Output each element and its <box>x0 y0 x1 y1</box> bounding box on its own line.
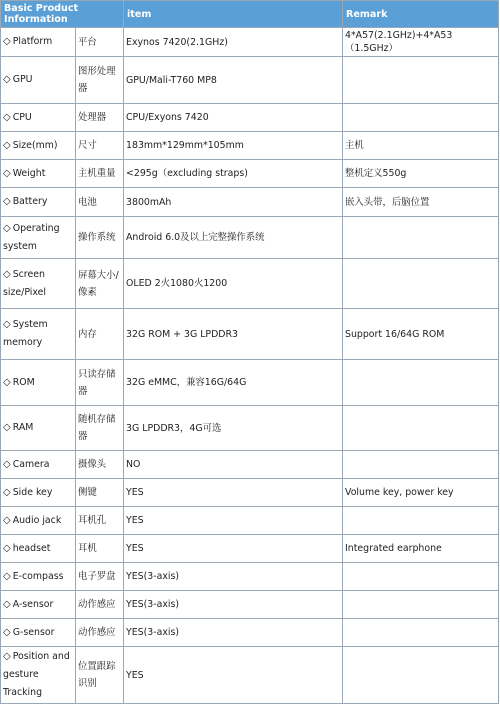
row-name: ◇ System memory <box>1 309 76 360</box>
row-value: 3800mAh <box>124 188 343 217</box>
row-value: GPU/Mali-T760 MP8 <box>124 57 343 104</box>
row-chinese-label: 屏幕大小/像素 <box>76 259 124 309</box>
row-remark <box>343 507 499 535</box>
row-value: Exynos 7420(2.1GHz) <box>124 28 343 57</box>
row-remark <box>343 104 499 132</box>
row-name: ◇ Battery <box>1 188 76 217</box>
row-chinese-label: 动作感应 <box>76 591 124 619</box>
table-row <box>1 160 499 188</box>
table-row <box>1 451 499 479</box>
row-remark <box>343 647 499 704</box>
row-value: YES(3-axis) <box>124 591 343 619</box>
row-remark <box>343 217 499 259</box>
row-chinese-label: 耳机 <box>76 535 124 563</box>
diamond-bullet-icon: ◇ <box>3 74 11 85</box>
diamond-bullet-icon: ◇ <box>3 626 11 638</box>
diamond-bullet-icon: ◇ <box>3 422 11 433</box>
table-row <box>1 28 499 57</box>
row-name: ◇ Position and gesture Tracking <box>1 647 76 704</box>
table-row <box>1 507 499 535</box>
row-name: ◇ G-sensor <box>1 619 76 647</box>
row-chinese-label: 内存 <box>76 309 124 360</box>
row-chinese-label: 电子罗盘 <box>76 563 124 591</box>
row-chinese-label: 耳机孔 <box>76 507 124 535</box>
table-row <box>1 57 499 104</box>
row-remark <box>343 57 499 104</box>
row-remark <box>343 563 499 591</box>
diamond-bullet-icon: ◇ <box>3 514 11 526</box>
row-remark <box>343 619 499 647</box>
table-row <box>1 259 499 309</box>
row-remark: 整机定义550g <box>343 160 499 188</box>
row-value: CPU/Exyons 7420 <box>124 104 343 132</box>
diamond-bullet-icon: ◇ <box>3 319 11 330</box>
table-row <box>1 591 499 619</box>
row-value: Android 6.0及以上完整操作系统 <box>124 217 343 259</box>
row-name: ◇ Size(mm) <box>1 132 76 160</box>
row-value: 183mm*129mm*105mm <box>124 132 343 160</box>
row-name: ◇ Operating system <box>1 217 76 259</box>
diamond-bullet-icon: ◇ <box>3 111 11 123</box>
diamond-bullet-icon: ◇ <box>3 651 11 662</box>
row-value: NO <box>124 451 343 479</box>
diamond-bullet-icon: ◇ <box>3 376 11 388</box>
diamond-bullet-icon: ◇ <box>3 167 11 179</box>
table-row <box>1 619 499 647</box>
header-row <box>1 1 499 28</box>
row-chinese-label: 主机重量 <box>76 160 124 188</box>
diamond-bullet-icon: ◇ <box>3 139 11 151</box>
diamond-bullet-icon: ◇ <box>3 486 11 498</box>
row-value: YES <box>124 647 343 704</box>
row-chinese-label: 电池 <box>76 188 124 217</box>
row-value: OLED 2火1080火1200 <box>124 259 343 309</box>
table-row <box>1 132 499 160</box>
row-name: ◇ Screen size/Pixel <box>1 259 76 309</box>
row-remark: Support 16/64G ROM <box>343 309 499 360</box>
row-chinese-label: 平台 <box>76 28 124 57</box>
table-row <box>1 104 499 132</box>
row-name: ◇ Side key <box>1 479 76 507</box>
row-chinese-label: 图形处理器 <box>76 57 124 104</box>
table-row <box>1 188 499 217</box>
row-value: YES(3-axis) <box>124 619 343 647</box>
row-remark: 主机 <box>343 132 499 160</box>
row-remark <box>343 591 499 619</box>
row-chinese-label: 操作系统 <box>76 217 124 259</box>
row-name: ◇ headset <box>1 535 76 563</box>
row-chinese-label: 动作感应 <box>76 619 124 647</box>
row-name: ◇ Camera <box>1 451 76 479</box>
row-remark <box>343 360 499 406</box>
row-name: ◇ Weight <box>1 160 76 188</box>
row-chinese-label: 尺寸 <box>76 132 124 160</box>
table-row <box>1 360 499 406</box>
diamond-bullet-icon: ◇ <box>3 196 11 207</box>
diamond-bullet-icon: ◇ <box>3 36 11 47</box>
table-row <box>1 217 499 259</box>
row-name: ◇ CPU <box>1 104 76 132</box>
table-row <box>1 563 499 591</box>
diamond-bullet-icon: ◇ <box>3 570 11 582</box>
row-chinese-label: 摄像头 <box>76 451 124 479</box>
row-chinese-label: 处理器 <box>76 104 124 132</box>
row-remark: 嵌入头带，后脑位置 <box>343 188 499 217</box>
row-remark: Integrated earphone <box>343 535 499 563</box>
row-value: 3G LPDDR3，4G可选 <box>124 406 343 451</box>
row-remark: Volume key, power key <box>343 479 499 507</box>
row-remark <box>343 406 499 451</box>
row-name: ◇ GPU <box>1 57 76 104</box>
row-chinese-label: 侧键 <box>76 479 124 507</box>
row-name: ◇ A-sensor <box>1 591 76 619</box>
row-name: ◇ Platform <box>1 28 76 57</box>
table-row <box>1 647 499 704</box>
row-value: YES <box>124 535 343 563</box>
diamond-bullet-icon: ◇ <box>3 542 11 554</box>
row-value: 32G ROM + 3G LPDDR3 <box>124 309 343 360</box>
row-name: ◇ Audio jack <box>1 507 76 535</box>
diamond-bullet-icon: ◇ <box>3 268 11 280</box>
table-row <box>1 535 499 563</box>
header-item: item <box>124 1 343 28</box>
row-name: ◇ RAM <box>1 406 76 451</box>
diamond-bullet-icon: ◇ <box>3 598 11 610</box>
table-row <box>1 406 499 451</box>
table-row <box>1 309 499 360</box>
row-chinese-label: 随机存储器 <box>76 406 124 451</box>
row-value: <295g（excluding straps) <box>124 160 343 188</box>
diamond-bullet-icon: ◇ <box>3 458 11 470</box>
row-name: ◇ ROM <box>1 360 76 406</box>
row-chinese-label: 位置跟踪识别 <box>76 647 124 704</box>
row-value: YES <box>124 507 343 535</box>
table-row <box>1 479 499 507</box>
row-remark: 4*A57(2.1GHz)+4*A53（1.5GHz） <box>343 28 499 57</box>
row-value: 32G eMMC，兼容16G/64G <box>124 360 343 406</box>
row-remark <box>343 451 499 479</box>
diamond-bullet-icon: ◇ <box>3 222 11 234</box>
header-basic-info: Basic Product Information <box>1 1 124 28</box>
row-value: YES(3-axis) <box>124 563 343 591</box>
row-name: ◇ E-compass <box>1 563 76 591</box>
row-remark <box>343 259 499 309</box>
header-remark: Remark <box>343 1 499 28</box>
row-chinese-label: 只读存储器 <box>76 360 124 406</box>
row-value: YES <box>124 479 343 507</box>
